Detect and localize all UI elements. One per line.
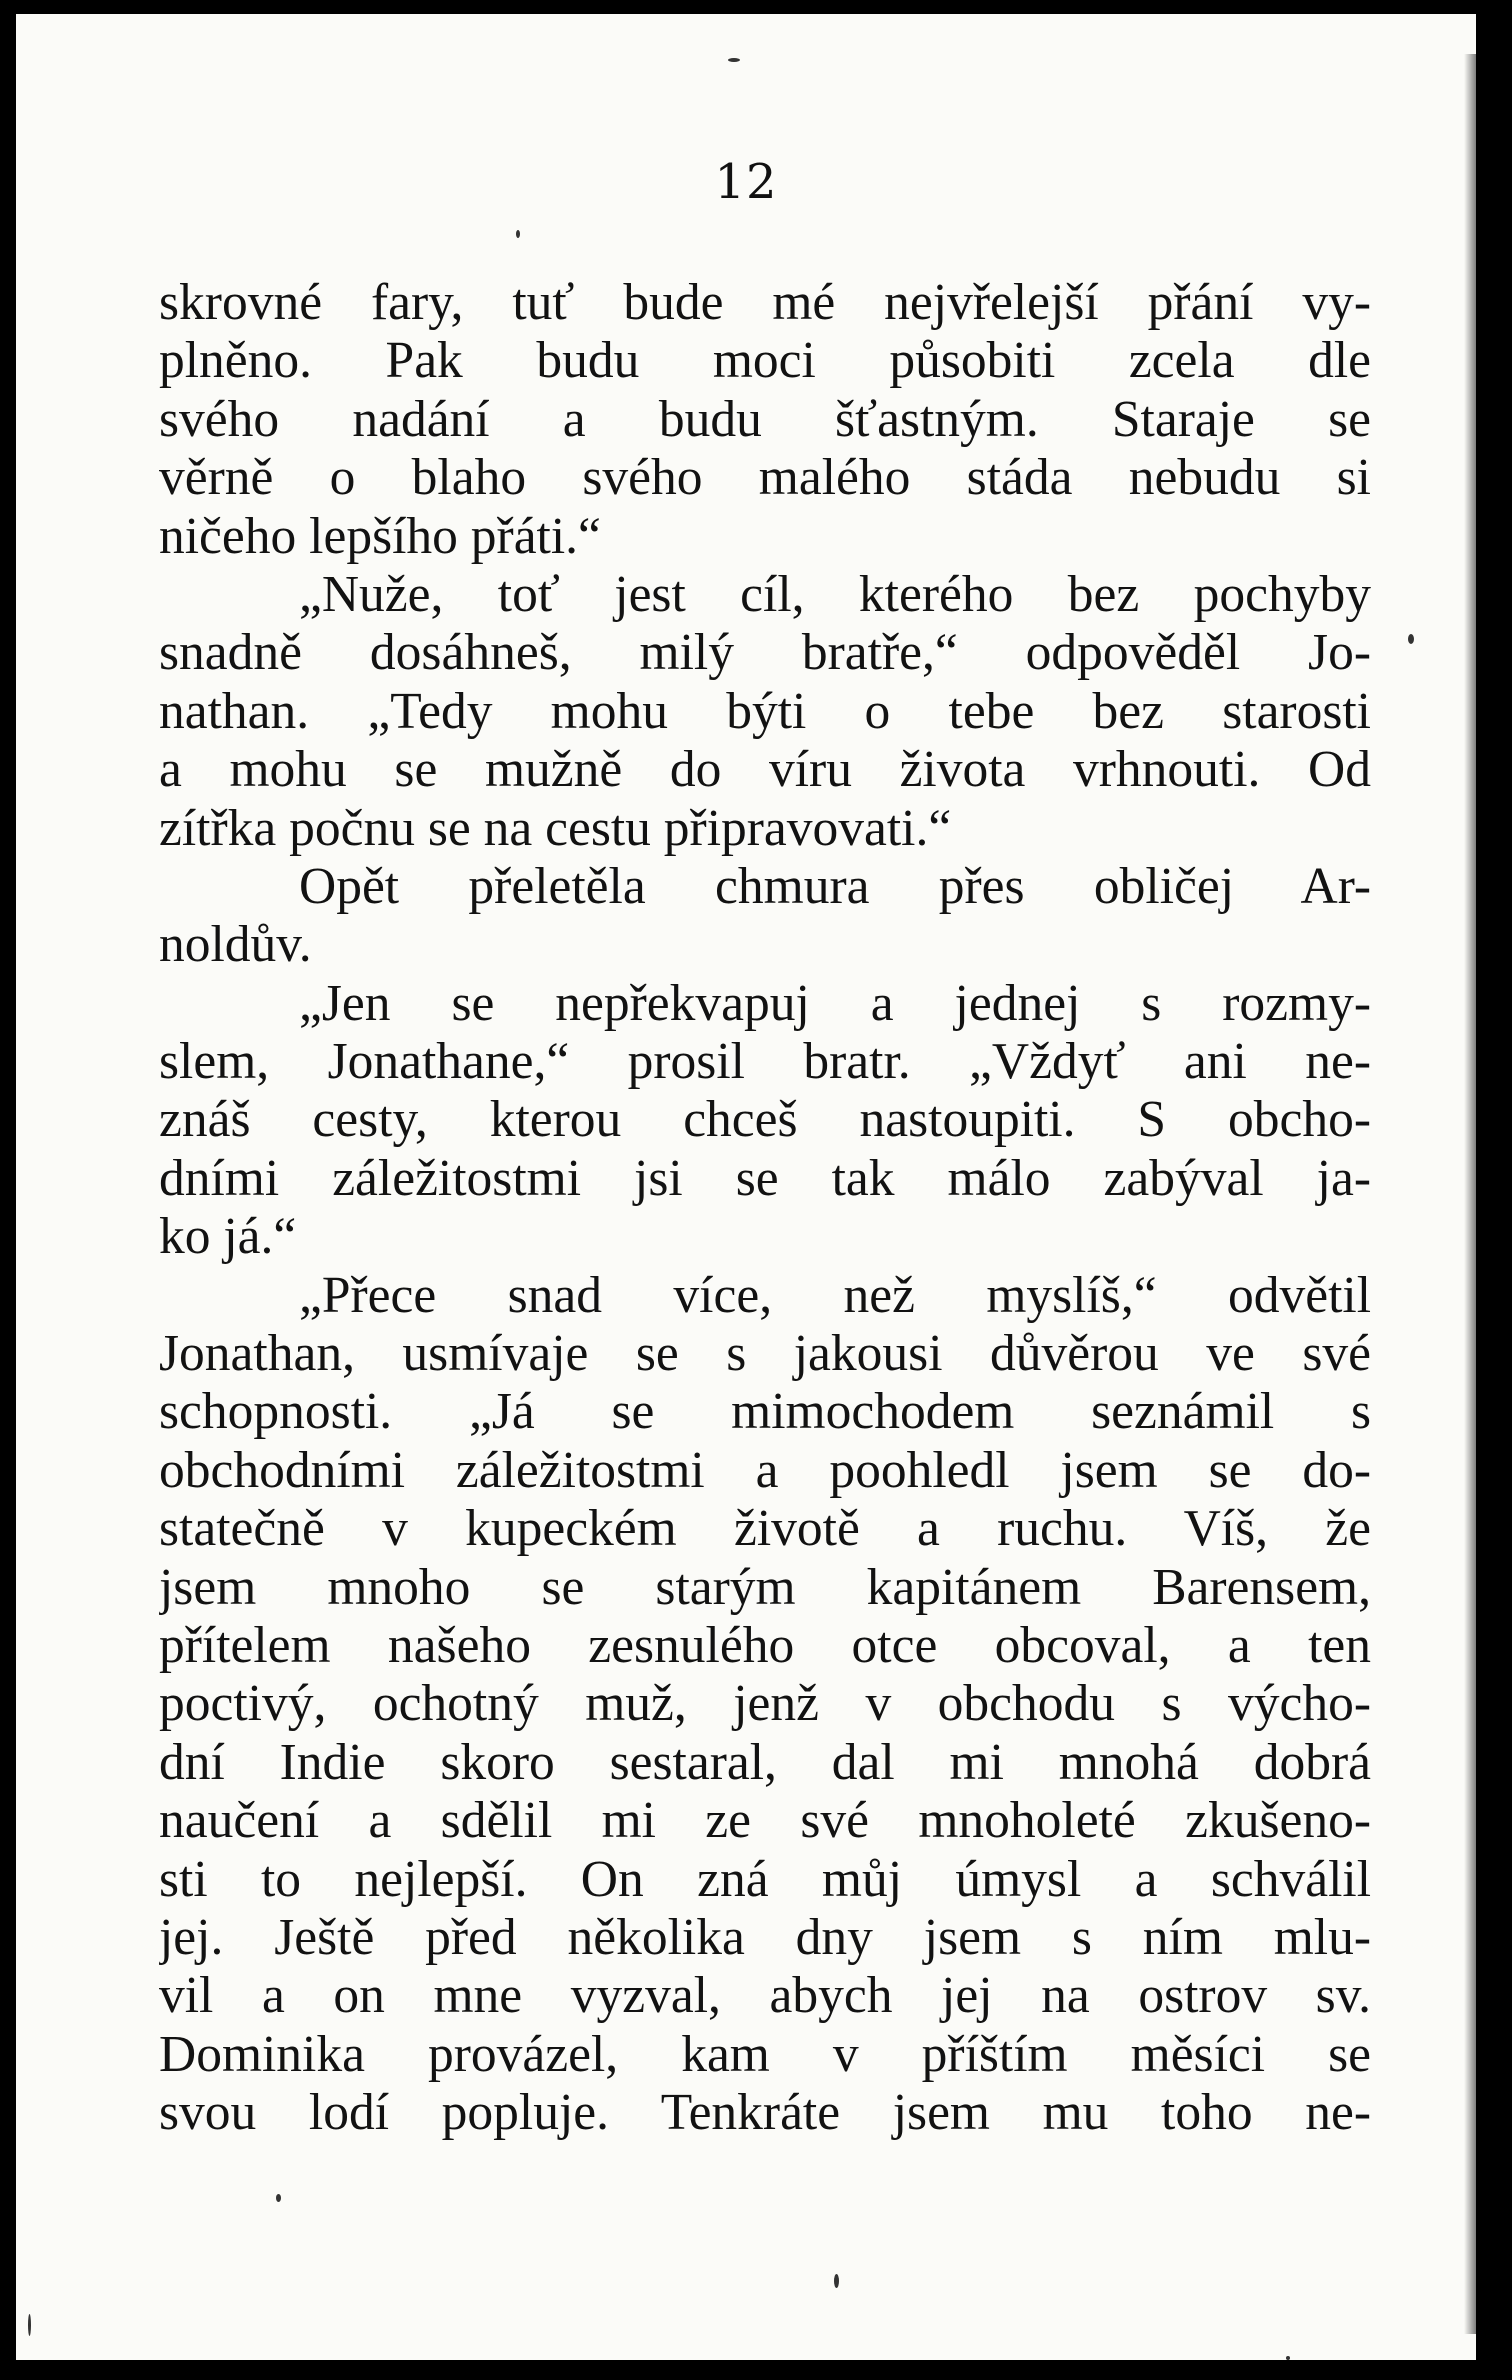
text-line: vil a on mne vyzval, abych jej na ostrov sv. (159, 1967, 1371, 2025)
body-text (159, 274, 1371, 2143)
text-line: svou lodí popluje. Tenkráte jsem mu toho ne- (159, 2084, 1371, 2142)
text-line: noldův. (159, 916, 312, 974)
scan-speck (28, 2314, 31, 2336)
text-line: ničeho lepšího přáti.“ (159, 507, 601, 565)
text-line: věrně o blaho svého malého stáda nebudu si (159, 449, 1371, 507)
scan-speck (728, 58, 740, 62)
text-line: ko já.“ (159, 1208, 297, 1266)
scan-speck (1408, 634, 1414, 644)
text-line: Opět přeletěla chmura přes obličej Ar- (299, 857, 1371, 915)
text-line: „Nuže, toť jest cíl, kterého bez pochyby (299, 565, 1371, 623)
text-line: schopnosti. „Já se mimochodem seznámil s (159, 1383, 1371, 1441)
text-line: poctivý, ochotný muž, jenž v obchodu s výcho- (159, 1675, 1371, 1733)
scan-speck (834, 2274, 839, 2288)
text-line: statečně v kupeckém životě a ruchu. Víš, že (159, 1500, 1371, 1558)
text-line: přítelem našeho zesnulého otce obcoval, a ten (159, 1616, 1371, 1674)
scan-speck (1286, 2356, 1290, 2360)
text-line: dní Indie skoro sestaral, dal mi mnohá dobrá (159, 1733, 1371, 1791)
text-line: dními záležitostmi jsi se tak málo zabýval ja- (159, 1149, 1371, 1207)
text-line: „Přece snad více, než myslíš,“ odvětil (299, 1266, 1371, 1324)
scan-speck (516, 230, 520, 238)
text-line: jsem mnoho se starým kapitánem Barensem, (159, 1558, 1371, 1616)
text-line: sti to nejlepší. On zná můj úmysl a schválil (159, 1850, 1371, 1908)
text-line: naučení a sdělil mi ze své mnoholeté zkušeno- (159, 1792, 1371, 1850)
text-line: „Jen se nepřekvapuj a jednej s rozmy- (299, 974, 1371, 1032)
text-line: Jonathan, usmívaje se s jakousi důvěrou ve své (159, 1325, 1371, 1383)
text-line: svého nadání a budu šťastným. Staraje se (159, 390, 1371, 448)
page-number: 12 (714, 154, 778, 210)
text-line: a mohu se mužně do víru života vrhnouti. Od (159, 741, 1371, 799)
text-line: skrovné fary, tuť bude mé nejvřelejší přání vy- (159, 274, 1371, 331)
text-line: snadně dosáhneš, milý bratře,“ odpověděl Jo- (159, 624, 1371, 682)
text-line: obchodními záležitostmi a poohledl jsem se do- (159, 1441, 1371, 1499)
text-line: jej. Ještě před několika dny jsem s ním mlu- (159, 1908, 1371, 1966)
scan-speck (276, 2194, 281, 2202)
text-line: nathan. „Tedy mohu býti o tebe bez starosti (159, 682, 1371, 740)
text-line: zítřka počnu se na cestu připravovati.“ (159, 799, 952, 857)
book-page (16, 14, 1476, 2360)
binding-edge (1464, 54, 1476, 2334)
text-line: Dominika provázel, kam v příštím měsíci se (159, 2025, 1371, 2083)
text-line: plněno. Pak budu moci působiti zcela dle (159, 332, 1371, 390)
text-line: znáš cesty, kterou chceš nastoupiti. S obcho- (159, 1091, 1371, 1149)
text-line: slem, Jonathane,“ prosil bratr. „Vždyť ani ne- (159, 1033, 1371, 1091)
